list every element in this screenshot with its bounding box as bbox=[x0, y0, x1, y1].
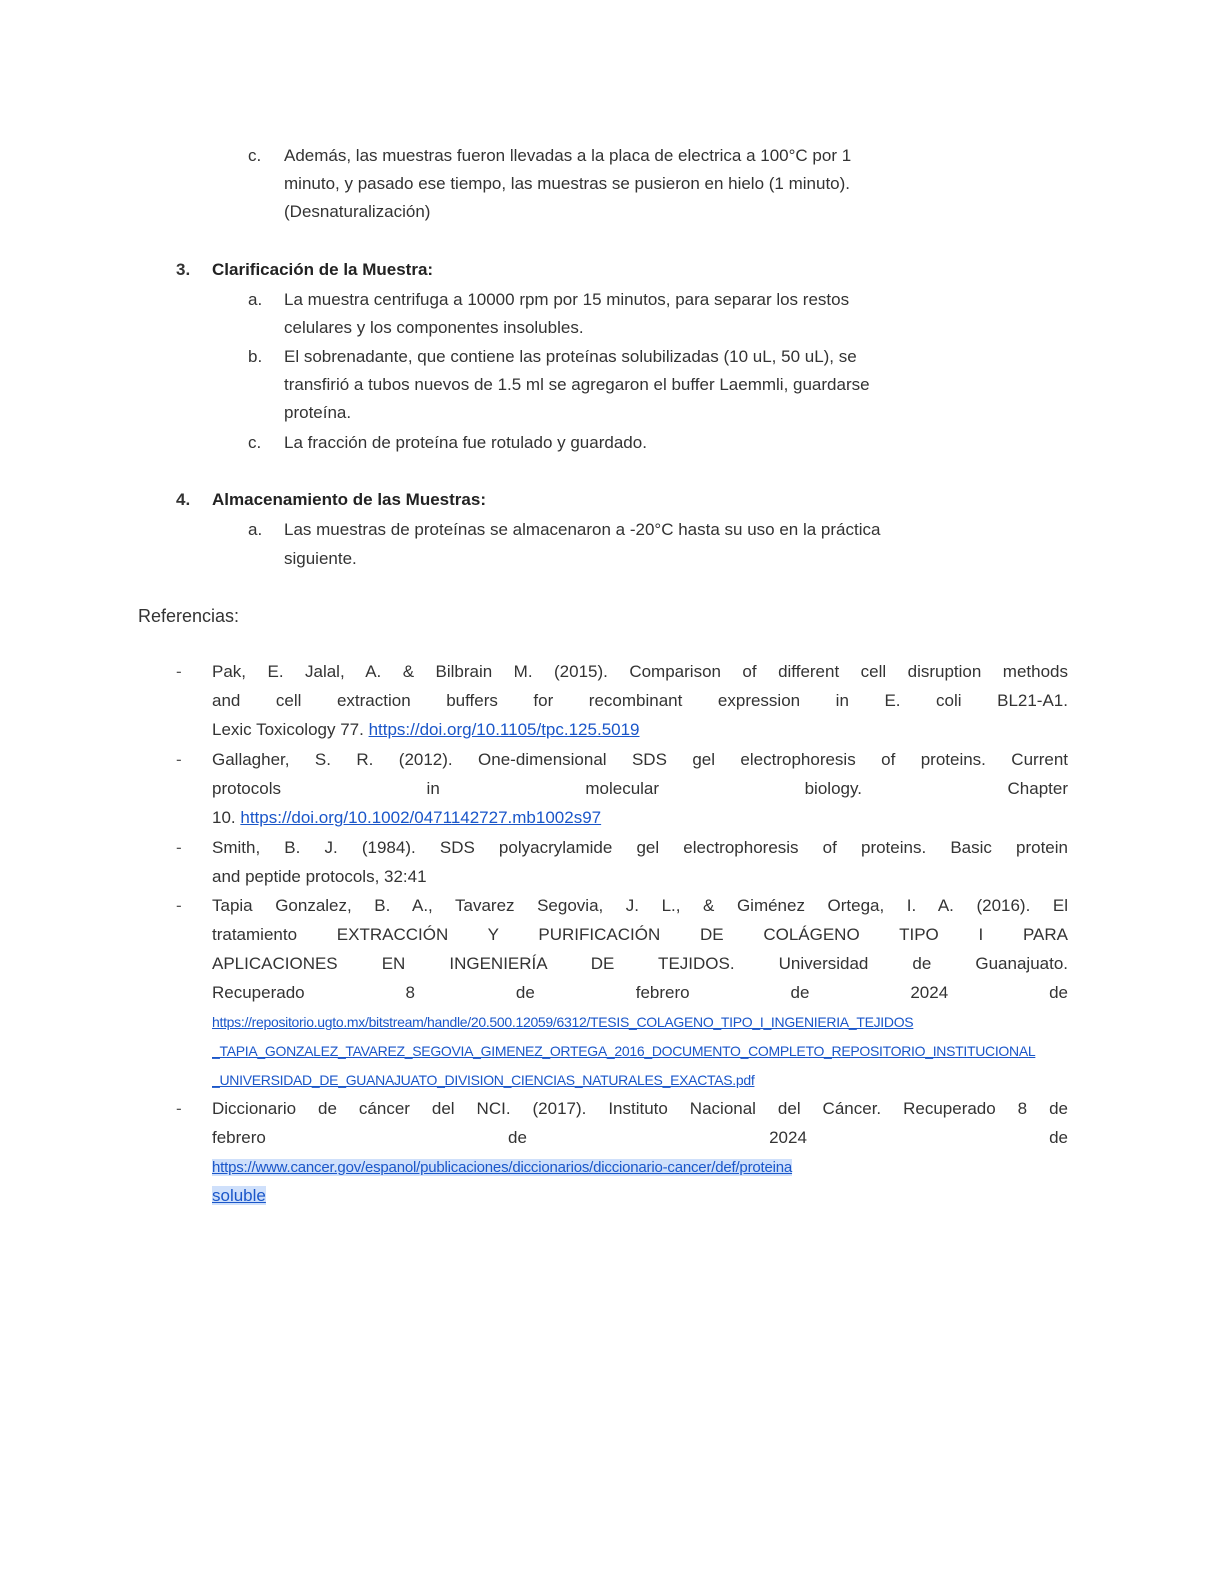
reference-text: and peptide protocols, 32:41 bbox=[212, 867, 427, 886]
list-marker: a. bbox=[248, 520, 263, 539]
reference-text: Pak, E. Jalal, A. & Bilbrain M. (2015). Comparison of different cell disruption methods bbox=[212, 662, 1068, 681]
reference-link[interactable]: https://doi.org/10.1105/tpc.125.5019 bbox=[368, 720, 640, 739]
reference-text: Lexic Toxicology 77. bbox=[212, 720, 369, 739]
reference-link[interactable]: soluble bbox=[212, 1186, 266, 1205]
list-item-text: Las muestras de proteínas se almacenaron a -20°C hasta su uso en la práctica bbox=[284, 520, 881, 539]
reference-text: febrero de 2024 de bbox=[212, 1128, 1068, 1147]
list-marker: c. bbox=[248, 146, 262, 165]
reference-text: Tapia Gonzalez, B. A., Tavarez Segovia, J. L., & Giménez Ortega, I. A. (2016). El bbox=[212, 896, 1068, 915]
bullet: - bbox=[176, 896, 182, 915]
reference-text: Diccionario de cáncer del NCI. (2017). Instituto Nacional del Cáncer. Recuperado 8 de bbox=[212, 1099, 1068, 1118]
reference-link[interactable]: https://www.cancer.gov/espanol/publicaciones/diccionarios/diccionario-cancer/def/proteina bbox=[212, 1159, 793, 1176]
reference-text: 10. bbox=[212, 808, 241, 827]
section-number: 4. bbox=[176, 490, 191, 509]
reference-text: APLICACIONES EN INGENIERÍA DE TEJIDOS. Universidad de Guanajuato. bbox=[212, 954, 1068, 973]
reference-text-last bbox=[212, 716, 640, 744]
bullet: - bbox=[176, 838, 182, 857]
list-item-text: celulares y los componentes insolubles. bbox=[284, 318, 584, 337]
reference-text: and cell extraction buffers for recombinant expression in E. coli BL21-A1. bbox=[212, 691, 1068, 710]
reference-link[interactable]: https://doi.org/10.1002/0471142727.mb1002s97 bbox=[240, 808, 602, 827]
section-number: 3. bbox=[176, 260, 191, 279]
reference-text: protocols in molecular biology. Chapter bbox=[212, 779, 1068, 798]
list-item-text: siguiente. bbox=[284, 549, 357, 568]
references-heading: Referencias: bbox=[138, 606, 240, 626]
list-item-text: Además, las muestras fueron llevadas a la placa de electrica a 100°C por 1 bbox=[284, 146, 852, 165]
reference-link-highlighted[interactable] bbox=[212, 1182, 266, 1210]
list-item-text: (Desnaturalización) bbox=[284, 202, 431, 221]
reference-text: tratamiento EXTRACCIÓN Y PURIFICACIÓN DE COLÁGENO TIPO I PARA bbox=[212, 925, 1068, 944]
bullet: - bbox=[176, 1099, 182, 1118]
reference-link[interactable]: https://repositorio.ugto.mx/bitstream/handle/20.500.12059/6312/TESIS_COLAGENO_TIPO_I_INGENIERIA_TEJIDOS bbox=[212, 1014, 914, 1030]
list-item-text: La muestra centrifuga a 10000 rpm por 15 minutos, para separar los restos bbox=[284, 290, 850, 309]
list-item-text: El sobrenadante, que contiene las proteínas solubilizadas (10 uL, 50 uL), se bbox=[284, 347, 857, 366]
list-item-text: La fracción de proteína fue rotulado y guardado. bbox=[284, 433, 647, 452]
list-item-text: transfirió a tubos nuevos de 1.5 ml se agregaron el buffer Laemmli, guardarse bbox=[284, 375, 870, 394]
reference-text: Gallagher, S. R. (2012). One-dimensional SDS gel electrophoresis of proteins. Current bbox=[212, 750, 1068, 769]
bullet: - bbox=[176, 750, 182, 769]
list-item-text: minuto, y pasado ese tiempo, las muestras se pusieron en hielo (1 minuto). bbox=[284, 174, 851, 193]
reference-link[interactable]: _UNIVERSIDAD_DE_GUANAJUATO_DIVISION_CIENCIAS_NATURALES_EXACTAS.pdf bbox=[212, 1072, 755, 1088]
list-marker: a. bbox=[248, 290, 263, 309]
reference-text-last bbox=[212, 804, 601, 832]
section-heading: Almacenamiento de las Muestras: bbox=[212, 490, 486, 509]
section-heading: Clarificación de la Muestra: bbox=[212, 260, 434, 279]
list-marker: b. bbox=[248, 347, 263, 366]
bullet: - bbox=[176, 662, 182, 681]
reference-link[interactable]: _TAPIA_GONZALEZ_TAVAREZ_SEGOVIA_GIMENEZ_ORTEGA_2016_DOCUMENTO_COMPLETO_REPOSITORIO_INSTITUCIONAL bbox=[212, 1043, 1036, 1059]
reference-link-highlighted[interactable] bbox=[212, 1153, 1062, 1182]
reference-text: Recuperado 8 de febrero de 2024 de bbox=[212, 983, 1068, 1002]
list-item-text: proteína. bbox=[284, 403, 352, 422]
list-marker: c. bbox=[248, 433, 262, 452]
reference-text: Smith, B. J. (1984). SDS polyacrylamide gel electrophoresis of proteins. Basic protein bbox=[212, 838, 1068, 857]
